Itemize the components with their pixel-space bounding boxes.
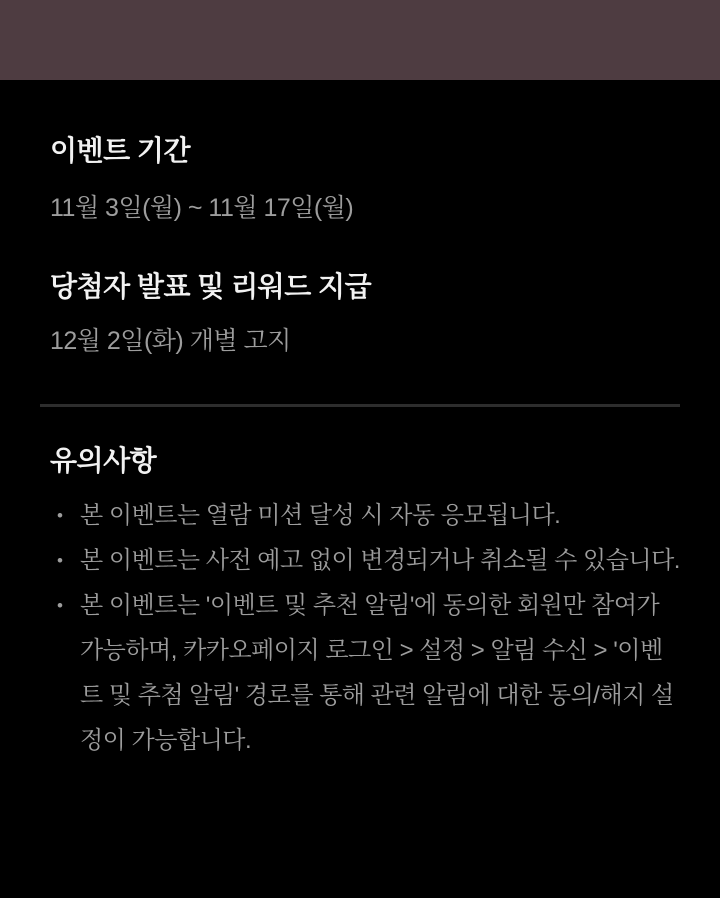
event-period-value: 11월 3일(월) ~ 11월 17일(월) <box>50 194 354 222</box>
bullet-icon: • <box>57 551 63 570</box>
bullet-icon: • <box>57 506 63 525</box>
event-notice-content <box>0 137 720 763</box>
top-banner-region <box>0 0 720 80</box>
notice-list <box>40 493 680 763</box>
bullet-icon: • <box>57 596 63 615</box>
winner-announcement-title: 당첨자 발표 및 리워드 지급 <box>50 271 372 302</box>
list-item <box>50 493 680 538</box>
notice-text: 본 이벤트는 열람 미션 달성 시 자동 응모됩니다. <box>80 502 561 529</box>
list-item <box>50 538 680 583</box>
event-period-title: 이벤트 기간 <box>50 135 191 166</box>
section-divider <box>40 404 680 407</box>
notices-title: 유의사항 <box>50 445 157 476</box>
list-item <box>50 583 680 763</box>
notice-text: 본 이벤트는 '이벤트 및 추천 알림'에 동의한 회원만 참여가 가능하며, 카카오페이지 로그인 > 설정 > 알림 수신 > '이벤트 및 추첨 알림' 경로를 통해 관련 알림에 대한 동의/해지 설정이 가능합니다. <box>80 592 674 754</box>
notice-text: 본 이벤트는 사전 예고 없이 변경되거나 취소될 수 있습니다. <box>80 547 680 574</box>
winner-announcement-value: 12월 2일(화) 개별 고지 <box>50 327 291 355</box>
